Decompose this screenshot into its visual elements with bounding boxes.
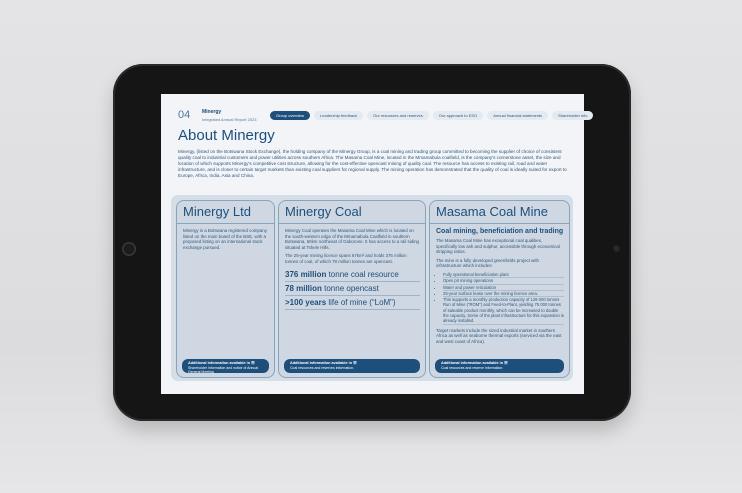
brand-block [202,109,257,123]
section-nav [270,111,593,120]
divider [279,223,425,224]
infrastructure-list [436,272,564,325]
page-number: 04 [178,109,191,121]
divider [177,223,274,224]
card-text: The Masama Coal Mine has exceptional coal qualities, specifically low ash and sulphur, accessible through economical stripping ratios. [436,238,560,255]
tab-esg[interactable]: Our approach to ESG [433,111,483,120]
tab-resources-reserves[interactable]: Our resources and reserves [367,111,429,120]
info-text: Coal resources and reserve information. [441,365,504,370]
intro-paragraph: Minergy, (listed on the Botswana Stock Exchange), the holding company of the Minergy Group, is a coal mining and trading group committed to becoming the supplier of choice of consistent quality coal to industrial customers and power utilities across southern Africa. The Masama Coal Mine, located in the Mmamabula coalfield, is the company's cornerstone asset, the size and location of which supports Minergy's competitive cost structure, allowing for the cost-effective opencast mining of quality coal. The resource has access to existing rail, road and water infrastructure, and is closer to certain target markets than existing coal suppliers for regional supply. The mining operation has demonstrated that the quality of coal is ideally suited for export to Europe, Africa, India, Asia and China. [178,149,567,178]
additional-info-link[interactable] [182,359,269,373]
list-item: • Water and power reticulation [443,285,564,291]
card-minergy-coal [278,200,426,378]
brand-subtitle: Integrated Annual Report 2023 [202,117,257,122]
stat-label: tonne coal resource [326,269,399,279]
info-text: Shareholder information and notice of Annual General Meeting [188,365,259,374]
list-item: • This supports a monthly production capacity of 129 000 tonnes Run of Mine (“ROM”) and Feed-to-Plant, yielding 75 000 tonnes of saleable product monthly, which can be increased to double the capacity. Some of the plant infrastructure for this expansion is already installed. [443,297,564,324]
page-title: About Minergy [178,127,275,144]
card-masama-coal-mine [429,200,570,378]
additional-info-link[interactable] [435,359,564,373]
info-text: Coal resources and reserves information. [290,365,355,370]
list-item: • 25-year surface lease over the mining licence area. [443,291,564,297]
card-heading: Masama Coal Mine [436,204,548,219]
stat-label: life of mine (“LoM”) [326,297,396,307]
info-title: Additional information available in ☰ [188,361,255,365]
tab-shareholder-info[interactable]: Shareholder info [552,111,593,120]
additional-info-link[interactable] [284,359,420,373]
card-text: The mine is a fully developed greenfields project with infrastructure which includes: [436,257,539,269]
stat-life-of-mine [285,296,420,310]
info-title: Additional information available in ☰ [441,361,508,365]
tablet-screen [161,94,588,394]
cards-panel [171,195,573,381]
card-heading: Minergy Ltd [183,204,251,219]
divider [430,223,569,224]
front-camera [614,246,619,251]
card-text: Minergy is a Botswana registered company listed on the main board of the BSE, with a proposed listing on an international stock exchange pursued. [183,228,267,250]
stat-label: tonne opencast [321,283,379,293]
stat-value: 376 million [285,269,327,279]
card-text: Minergy Coal operates the Masama Coal Mine which is located on the south-western edge of the Mmamabula Coalfield in southern Botswana, 60km northeast of Gaborone. It has access to a rail siding situated at Tshele Hills. [285,228,419,250]
card-minergy-ltd [176,200,275,378]
card-subheading: Coal mining, beneficiation and trading [436,228,564,235]
card-text: Target markets include the sized industrial market in southern Africa as well as seaborne thermal exports (serviced via the east and west coast of Africa). [436,327,562,344]
stat-coal-resource [285,268,420,282]
card-heading: Minergy Coal [285,204,362,219]
card-text: The 25-year mining licence spans 67km² and holds 376 million tonnes of coal, of which 78 million tonnes are opencast. [285,253,407,264]
stat-value: 78 million [285,283,322,293]
info-title: Additional information available in ☰ [290,361,357,365]
tab-group-overview[interactable]: Group overview [270,111,310,120]
stat-opencast [285,282,420,296]
stat-value: >100 years [285,297,327,307]
tab-financial-statements[interactable]: Annual financial statements [487,111,548,120]
brand-name: Minergy [202,109,222,115]
list-item: • Open pit mining operations [443,278,564,284]
tab-leadership-feedback[interactable]: Leadership feedback [314,111,363,120]
home-button[interactable] [122,242,136,256]
list-item: • Fully operational beneficiation plant [443,272,564,278]
